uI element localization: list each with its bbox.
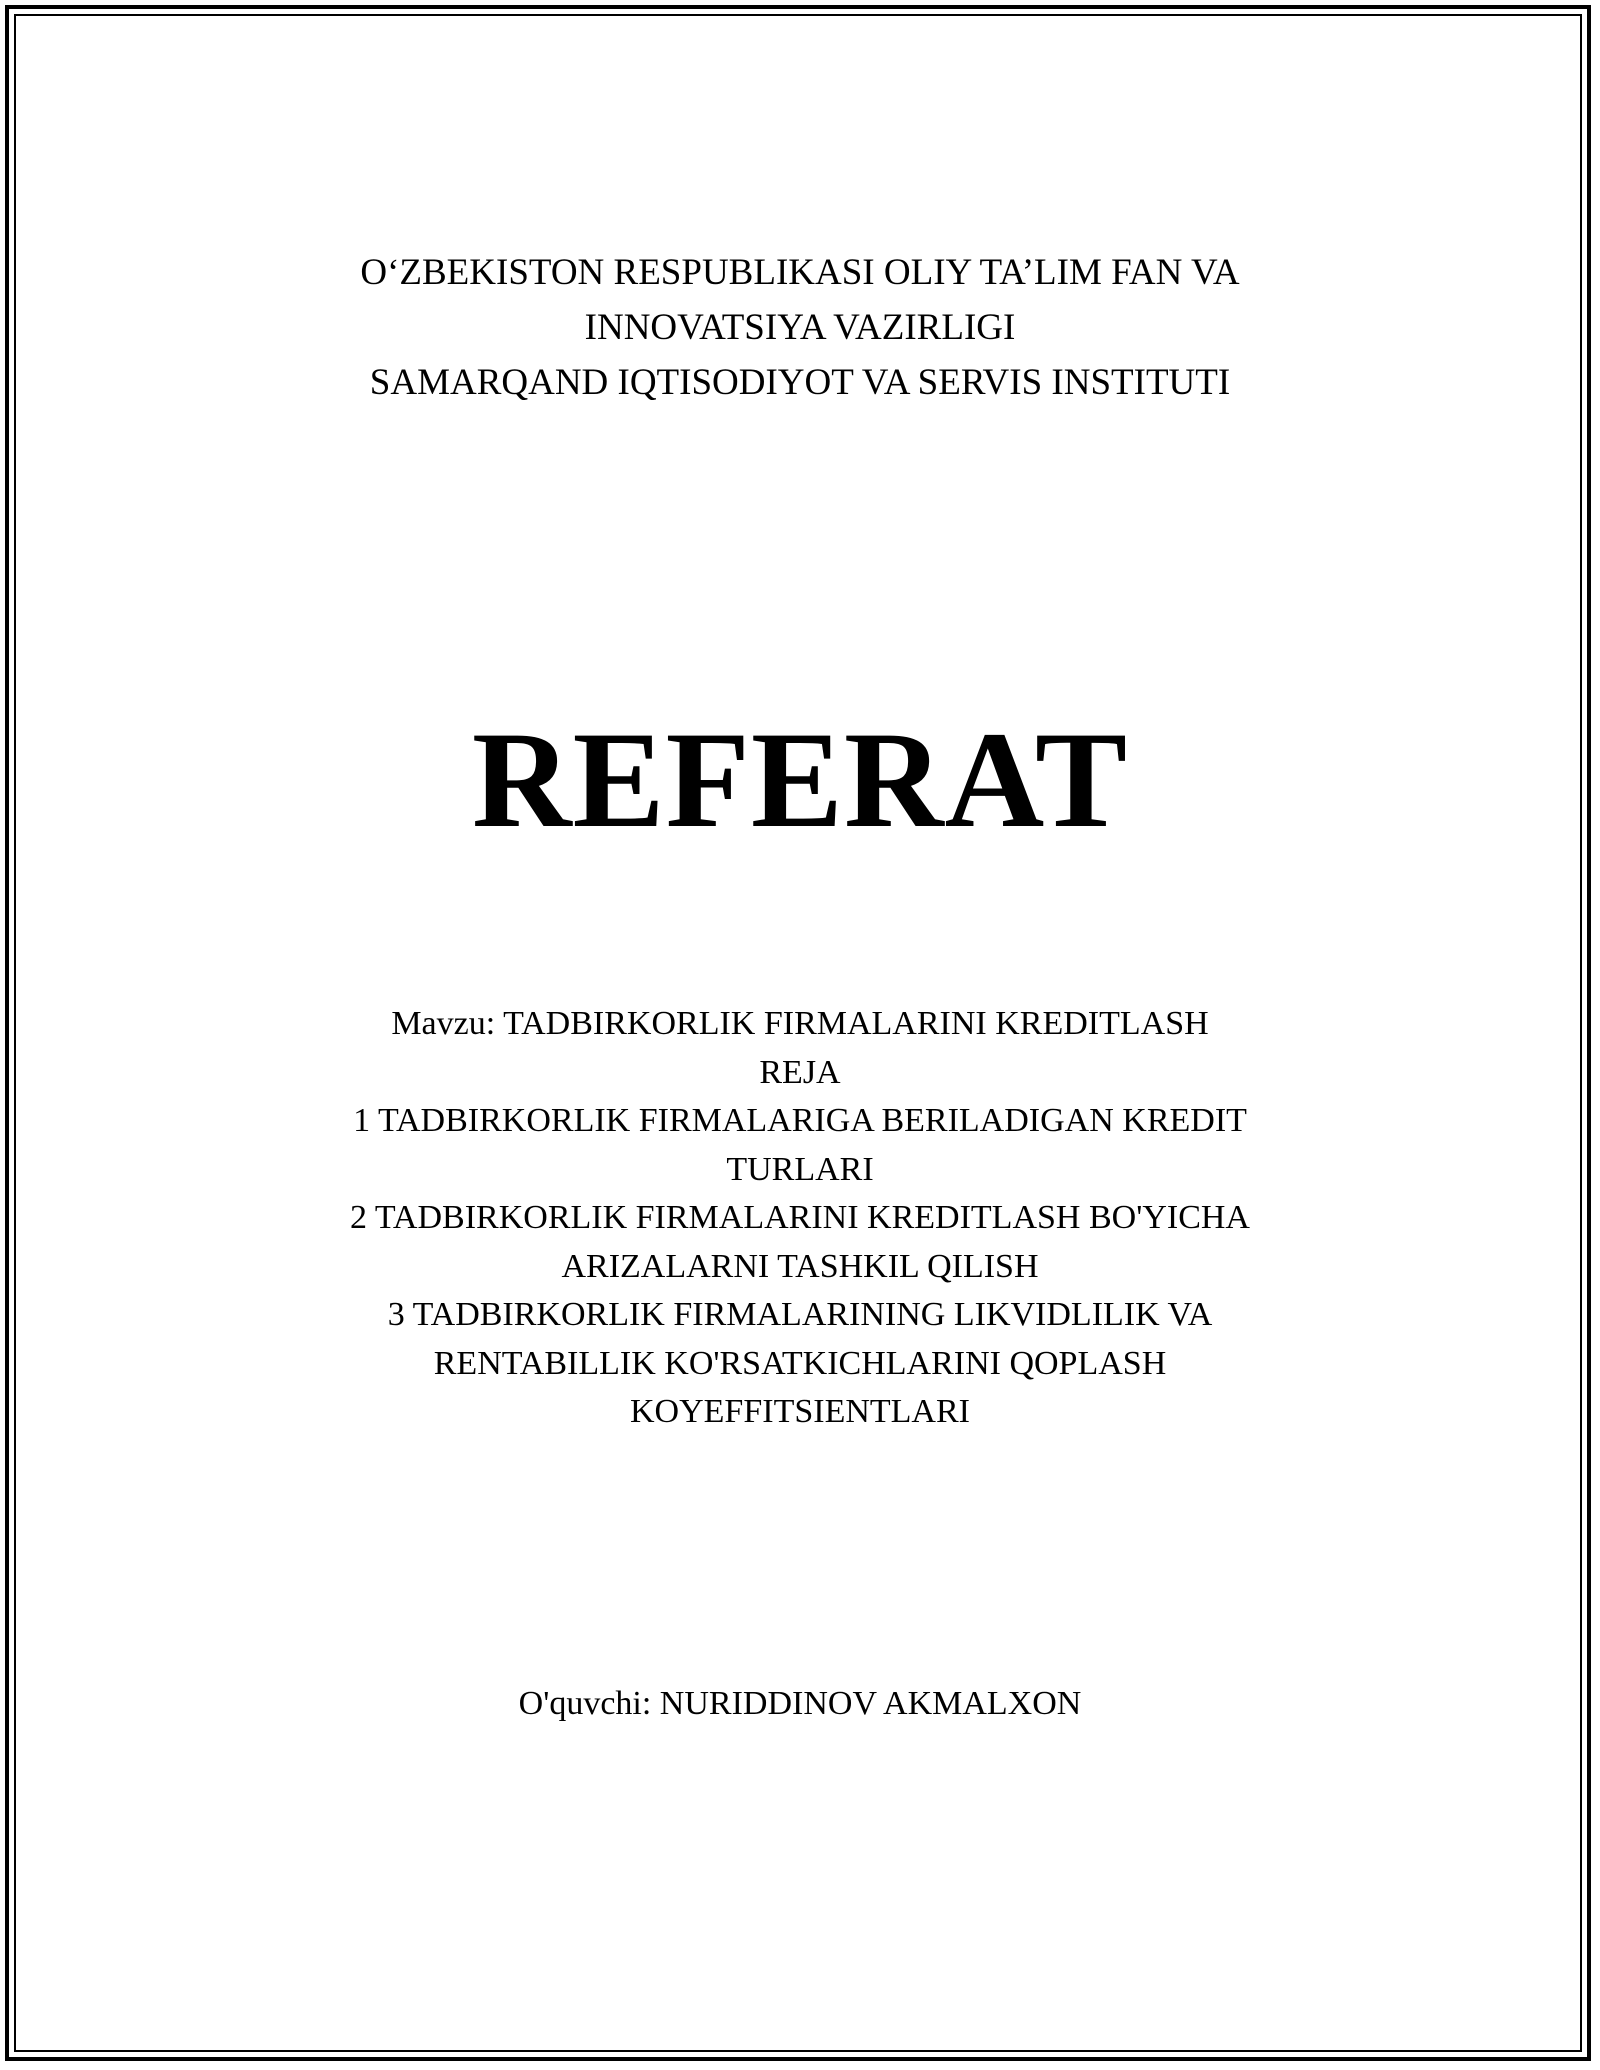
plan-item-3-line-1: 3 TADBIRKORLIK FIRMALARINING LIKVIDLILIK VA bbox=[387, 1296, 1213, 1333]
header-line-ministry-1: O‘ZBEKISTON RESPUBLIKASI OLIY TA’LIM FAN VA bbox=[360, 252, 1240, 293]
institution-header bbox=[0, 245, 1600, 410]
header-line-institute: SAMARQAND IQTISODIYOT VA SERVIS INSTITUTI bbox=[369, 362, 1231, 403]
plan-item-3-line-2: RENTABILLIK KO'RSATKICHLARINI QOPLASH bbox=[433, 1344, 1167, 1382]
student-name: O'quvchi: NURIDDINOV AKMALXON bbox=[518, 1685, 1082, 1722]
plan-item-2-line-2: ARIZALARNI TASHKIL QILISH bbox=[561, 1247, 1039, 1285]
plan-item-3-line-3: KOYEFFITSIENTLARI bbox=[630, 1393, 970, 1430]
topic-and-plan bbox=[0, 1000, 1600, 1437]
plan-item-2-line-1: 2 TADBIRKORLIK FIRMALARINI KREDITLASH BO'YICHA bbox=[350, 1199, 1250, 1236]
header-line-ministry-2: INNOVATSIYA VAZIRLIGI bbox=[584, 307, 1016, 348]
plan-item-1-line-1: 1 TADBIRKORLIK FIRMALARIGA BERILADIGAN KREDIT bbox=[353, 1102, 1247, 1139]
topic-line: Mavzu: TADBIRKORLIK FIRMALARINI KREDITLASH bbox=[391, 1005, 1209, 1042]
document-title: REFERAT bbox=[471, 703, 1129, 856]
plan-heading: REJA bbox=[759, 1053, 841, 1091]
plan-item-1-line-2: TURLARI bbox=[726, 1150, 874, 1188]
